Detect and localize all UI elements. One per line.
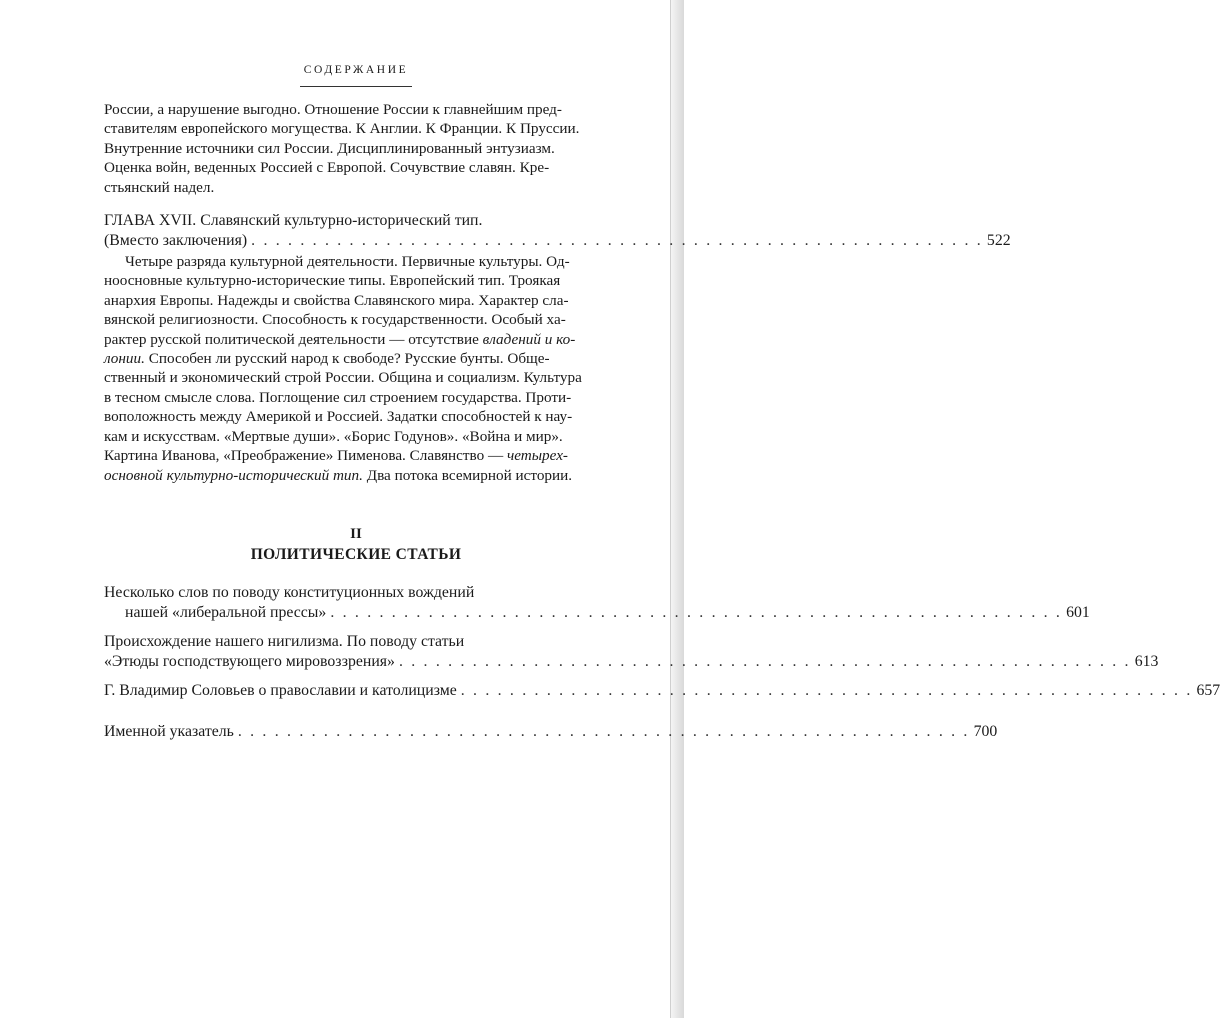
chapter-17-description bbox=[104, 252, 608, 485]
italic-phrase: владений и ко- bbox=[482, 330, 576, 348]
page bbox=[104, 60, 1220, 742]
intro-line: России, а нарушение выгодно. Отношение России к главнейшим пред- bbox=[104, 101, 562, 118]
page-edge bbox=[670, 0, 684, 1018]
leader-dots: . . . . . . . . . . . . . . . . . . . . . . . . . . . . . . . . . . . . . . . . . . . . . . . . . . . . . . . . . . . . bbox=[330, 603, 1063, 621]
toc-entry-index[interactable] bbox=[104, 722, 998, 742]
desc-line: анархия Европы. Надежды и свойства Славянского мира. Характер сла- bbox=[104, 291, 569, 309]
leader-dots: . . . . . . . . . . . . . . . . . . . . . . . . . . . . . . . . . . . . . . . . . . . . . . . . . . . . . . . . . . . . bbox=[460, 681, 1193, 699]
leader-dots: . . . . . . . . . . . . . . . . . . . . . . . . . . . . . . . . . . . . . . . . . . . . . . . . . . . . . . . . . . . . bbox=[398, 652, 1131, 670]
toc-entry-line[interactable] bbox=[104, 603, 1090, 623]
toc-entry-page: 613 bbox=[1134, 652, 1159, 670]
toc-entry-line[interactable] bbox=[104, 722, 998, 742]
chapter-17-toc-line[interactable] bbox=[104, 231, 1011, 251]
desc-line: лонии. Способен ли русский народ к свободе? Русские бунты. Обще- bbox=[104, 350, 550, 368]
intro-line: стьянский надел. bbox=[104, 178, 215, 196]
intro-line: ставителям европейского могущества. К Англии. К Франции. К Пруссии. bbox=[104, 120, 580, 138]
index-page: 700 bbox=[973, 722, 998, 740]
running-head: СОДЕРЖАНИЕ bbox=[303, 64, 409, 76]
intro-line: Оценка войн, веденных Россией с Европой. Сочувствие славян. Кре- bbox=[104, 159, 550, 177]
toc-entry-613[interactable] bbox=[104, 632, 1159, 672]
section-title: ПОЛИТИЧЕСКИЕ СТАТЬИ bbox=[250, 545, 462, 563]
intro-line: Внутренние источники сил России. Дисциплинированный энтузиазм. bbox=[104, 139, 555, 157]
toc-entry-page: 657 bbox=[1196, 681, 1220, 699]
desc-line: воположность между Америкой и Россией. Задатки способностей к нау- bbox=[104, 408, 573, 426]
section-2-heading bbox=[104, 525, 608, 565]
desc-line: основной культурно-исторический тип. Два потока всемирной истории. bbox=[104, 466, 573, 484]
leader-dots: . . . . . . . . . . . . . . . . . . . . . . . . . . . . . . . . . . . . . . . . . . . . . . . . . . . . . . . . . . . . bbox=[237, 722, 970, 740]
chapter-17-page: 522 bbox=[986, 232, 1011, 250]
chapter-17-subtitle: (Вместо заключения) bbox=[104, 232, 248, 250]
toc-entry-page: 601 bbox=[1066, 603, 1090, 621]
toc-entry-657[interactable] bbox=[104, 681, 1220, 701]
intro-paragraph bbox=[104, 100, 608, 197]
section-number: II bbox=[350, 525, 362, 542]
desc-line: в тесном смысле слова. Поглощение сил строением государства. Проти- bbox=[104, 388, 572, 406]
chapter-17-title[interactable]: ГЛАВА XVII. Славянский культурно-исторический тип. bbox=[104, 212, 483, 230]
desc-line: вянской религиозности. Способность к государственности. Особый ха- bbox=[104, 311, 566, 329]
toc-entry-title[interactable]: Происхождение нашего нигилизма. По поводу статьи bbox=[104, 632, 465, 650]
italic-phrase: лонии. bbox=[104, 350, 145, 368]
italic-phrase: основной культурно-исторический тип. bbox=[104, 466, 363, 484]
italic-phrase: четырех- bbox=[507, 447, 568, 465]
toc-entry-line[interactable] bbox=[104, 681, 1220, 701]
toc-entry-title-cont: нашей «либеральной прессы» bbox=[125, 603, 327, 621]
desc-line: нооснoвные культурно-исторические типы. Европейский тип. Троякая bbox=[104, 272, 561, 290]
toc-entry-title: Г. Владимир Соловьев о православии и католицизме bbox=[104, 681, 457, 699]
running-head-rule bbox=[300, 86, 412, 87]
desc-line: ственный и экономический строй России. Община и социализм. Культура bbox=[104, 369, 582, 387]
toc-entry-601[interactable] bbox=[104, 583, 1090, 623]
toc-entry-title-cont: «Этюды господствующего мировоззрения» bbox=[104, 652, 395, 670]
leader-dots: . . . . . . . . . . . . . . . . . . . . . . . . . . . . . . . . . . . . . . . . . . . . . . . . . . . . . . . . . . . . bbox=[251, 232, 983, 250]
index-title: Именной указатель bbox=[104, 722, 234, 740]
chapter-17-entry[interactable] bbox=[104, 211, 1011, 251]
desc-line: кам и искусствам. «Мертвые души». «Борис Годунов». «Война и мир». bbox=[104, 427, 563, 445]
desc-line: Четыре разряда культурной деятельности. Первичные культуры. Од- bbox=[125, 253, 570, 271]
desc-line: Картина Иванова, «Преображение» Пименова. Славянство — четырех- bbox=[104, 447, 568, 465]
toc-entry-line[interactable] bbox=[104, 652, 1159, 672]
toc-entry-title[interactable]: Несколько слов по поводу конституционных вождений bbox=[104, 583, 475, 601]
desc-line: рактер русской политической деятельности — отсутствие владений и ко- bbox=[104, 330, 576, 348]
